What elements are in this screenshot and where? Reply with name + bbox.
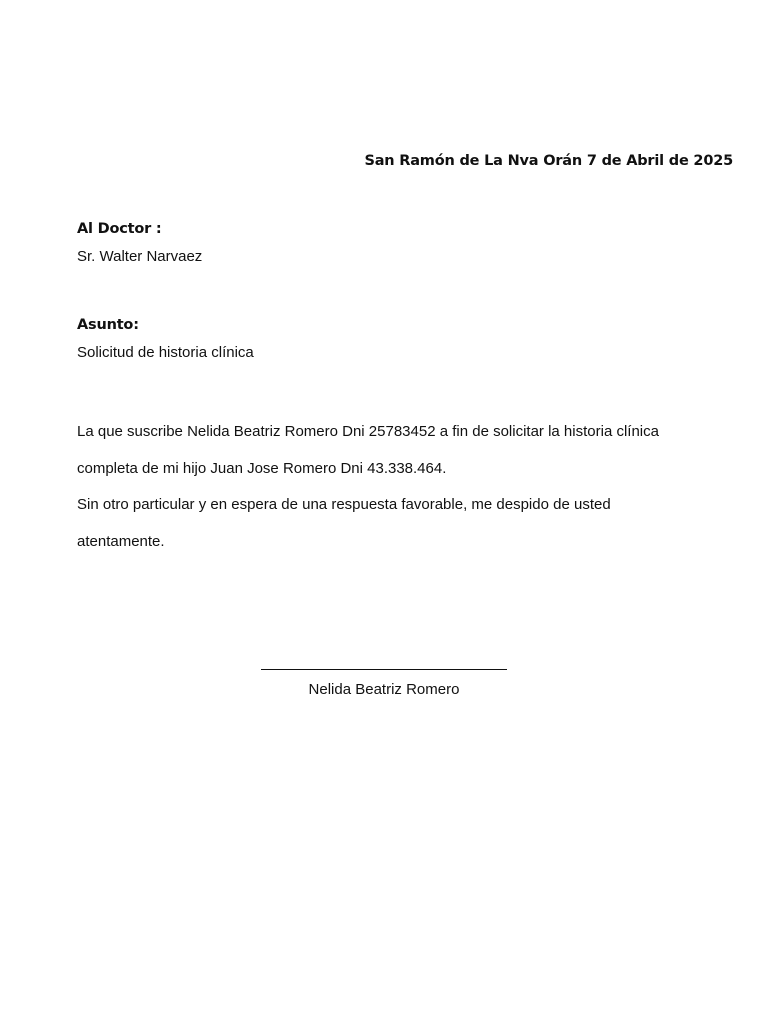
recipient-name: Sr. Walter Narvaez [77, 248, 203, 265]
body-paragraph-line: Sin otro particular y en espera de una respuesta favorable, me despido de usted [77, 496, 611, 513]
place-date: San Ramón de La Nva Orán 7 de Abril de 2025 [364, 153, 733, 169]
recipient-label: Al Doctor : [77, 221, 162, 237]
signature-name: Nelida Beatriz Romero [308, 681, 460, 698]
subject-text: Solicitud de historia clínica [77, 344, 254, 361]
body-paragraph-line: atentamente. [77, 533, 165, 550]
body-paragraph-line: completa de mi hijo Juan Jose Romero Dni 43.338.464. [77, 460, 447, 477]
subject-label: Asunto: [77, 317, 139, 333]
body-paragraph-line: La que suscribe Nelida Beatriz Romero Dni 25783452 a fin de solicitar la historia clínica [77, 423, 659, 440]
signature-line [261, 669, 507, 670]
